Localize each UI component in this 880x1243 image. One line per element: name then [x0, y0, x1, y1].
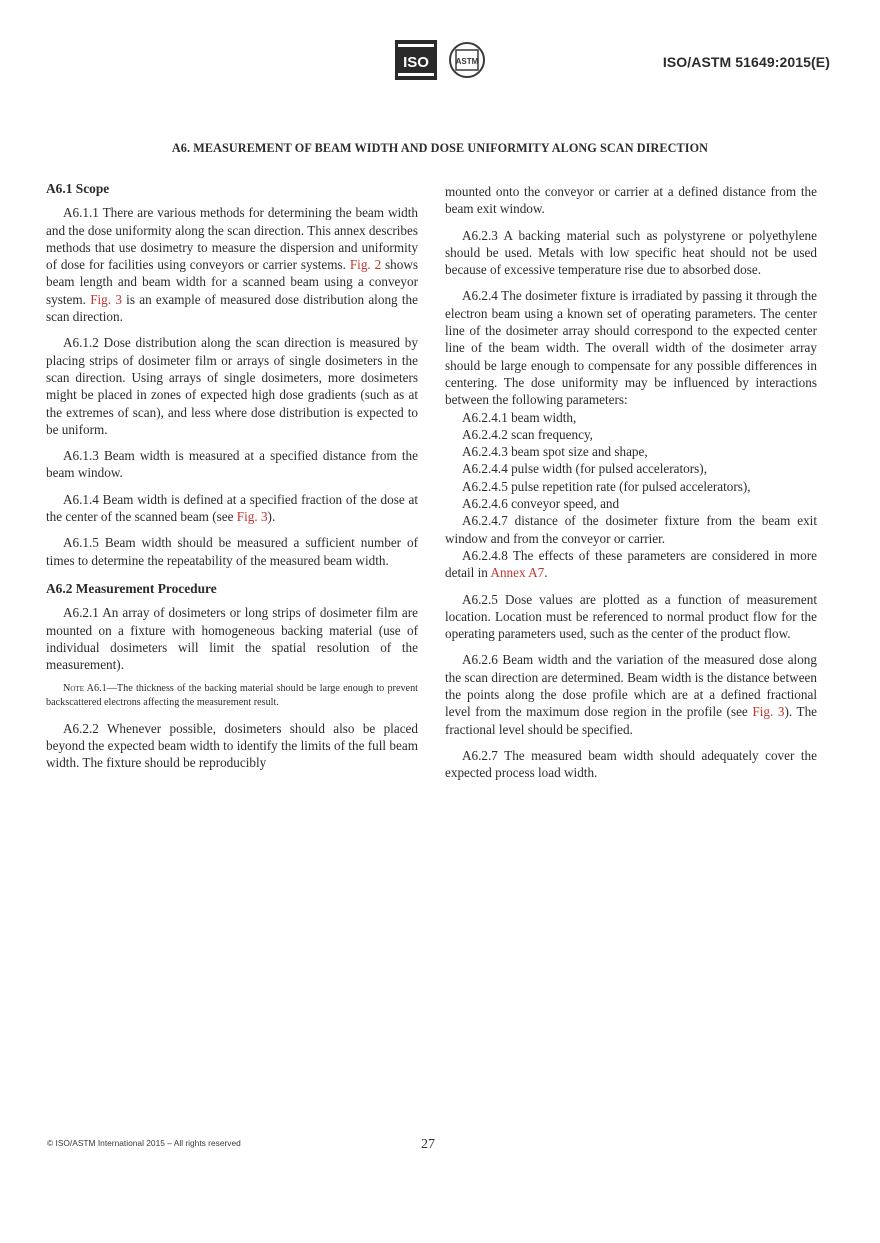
text-run: A6.2.6 Beam width and the variation of the measured dose along the scan direction are determined. Beam width is the distance between the points along the dose profile which are at a defined fractional level from the maximum dose region in the profile (see	[445, 652, 817, 720]
text-run: ).	[267, 509, 276, 525]
list-item: A6.2.4.1 beam width,	[462, 409, 577, 425]
note-text: —The thickness of the backing material should be large enough to prevent backscattered electrons affecting the measurement result.	[46, 683, 418, 708]
paragraph-a6-2-3: A6.2.3 A backing material such as polystyrene or polyethylene should be used. Metals with low specific heat should not be used because of excessive temperature rise due to absorbed dose.	[445, 227, 817, 278]
fig-3-link[interactable]: Fig. 3	[236, 509, 268, 525]
header-logos	[395, 38, 487, 82]
iso-logo-icon	[395, 40, 437, 80]
fig-2-link[interactable]: Fig. 2	[349, 257, 382, 273]
text-run: shows beam length and beam width for a scanned beam using a conveyor system.	[46, 257, 418, 307]
text-run: A6.1.1 There are various methods for determining the beam width and the dose uniformity along the scan direction. This annex describes methods that use dosimetry to measure the dispersion and uniformity of dose for facilities using conveyors or carrier systems.	[46, 205, 418, 273]
paragraph-a6-1-4	[46, 491, 418, 526]
annex-a7-link[interactable]: Annex A7	[490, 565, 545, 581]
list-item: A6.2.4.3 beam spot size and shape,	[462, 444, 648, 460]
left-column	[46, 180, 418, 781]
paragraph-a6-2-2: A6.2.2 Whenever possible, dosimeters should also be placed beyond the expected beam width to identify the limits of the full beam width. The fixture should be reproducibly	[46, 720, 418, 771]
text-run: A6.2.4.8 The effects of these parameters are considered in more detail in	[445, 547, 817, 581]
fig-3-link[interactable]: Fig. 3	[752, 704, 785, 720]
paragraph-a6-2-5: A6.2.5 Dose values are plotted as a function of measurement location. Location must be referenced to normal product flow for the operating parameters used, such as the center of the product flow.	[445, 591, 817, 642]
astm-logo-icon	[447, 38, 487, 82]
text-run: ). The fractional level should be specified.	[445, 704, 818, 737]
list-item: A6.2.4.5 pulse repetition rate (for pulsed accelerators),	[462, 478, 751, 494]
list-item: A6.2.4.2 scan frequency,	[462, 426, 593, 442]
note-label: Note A6.1	[63, 683, 107, 695]
list-item: A6.2.4.7 distance of the dosimeter fixture from the beam exit window and from the conveyor or carrier.	[445, 513, 817, 546]
paragraph-a6-2-6	[445, 651, 817, 737]
paragraph-a6-2-7: A6.2.7 The measured beam width should adequately cover the expected process load width.	[445, 747, 817, 781]
paragraph-a6-1-2: A6.1.2 Dose distribution along the scan direction is measured by placing strips of dosimeter film or arrays of single dosimeters in the scan direction. Using arrays of single dosimeters, more dosimeters might be placed in zones of expected high dose gradients (such as at the extremes of scan), and less where dose distribution is expected to be uniform.	[46, 335, 418, 437]
procedure-heading: A6.2 Measurement Procedure	[46, 580, 217, 596]
paragraph-a6-2-1: A6.2.1 An array of dosimeters or long strips of dosimeter film are mounted on a fixture with homogeneous backing material (use of individual dosimeters will limit the spatial resolution of the measurement).	[46, 605, 418, 673]
scope-heading: A6.1 Scope	[46, 181, 110, 196]
iso-logo-text: ISO	[403, 54, 429, 71]
paragraph-a6-1-3: A6.1.3 Beam width is measured at a specified distance from the beam window.	[46, 448, 418, 481]
paragraph-a6-1-1	[46, 204, 418, 325]
paragraph-continued: mounted onto the conveyor or carrier at a defined distance from the beam exit window.	[445, 184, 817, 217]
astm-logo-text: ASTM	[455, 57, 479, 66]
annex-title: A6. MEASUREMENT OF BEAM WIDTH AND DOSE UNIFORMITY ALONG SCAN DIRECTION	[171, 141, 709, 155]
text-run: is an example of measured dose distribution along the scan direction.	[46, 291, 418, 325]
footer-copyright: © ISO/ASTM International 2015 – All rights reserved	[47, 1138, 241, 1148]
paragraph-a6-1-5: A6.1.5 Beam width should be measured a sufficient number of times to determine the repeatability of the measured beam width.	[46, 535, 418, 568]
page-number: 27	[421, 1137, 435, 1152]
document-id: ISO/ASTM 51649:2015(E)	[662, 54, 830, 70]
list-item: A6.2.4.4 pulse width (for pulsed accelerators),	[462, 461, 707, 477]
paragraph-a6-2-4-8	[445, 547, 817, 582]
list-item: A6.2.4.6 conveyor speed, and	[462, 496, 620, 512]
note-a6-1	[46, 682, 418, 708]
fig-3-link[interactable]: Fig. 3	[90, 291, 122, 307]
right-column	[445, 180, 817, 791]
paragraph-a6-2-4: A6.2.4 The dosimeter fixture is irradiated by passing it through the electron beam using a known set of operating parameters. The center line of the dosimeter array should correspond to the expected center line of the beam width. The overall width of the dosimeter array should be large enough to compensate for any possible differences in centering. The dose uniformity may be influenced by interactions between the following parameters:	[445, 288, 817, 408]
text-run: .	[544, 565, 548, 581]
text-run: A6.1.4 Beam width is defined at a specified fraction of the dose at the center of the scanned beam (see	[46, 491, 418, 525]
